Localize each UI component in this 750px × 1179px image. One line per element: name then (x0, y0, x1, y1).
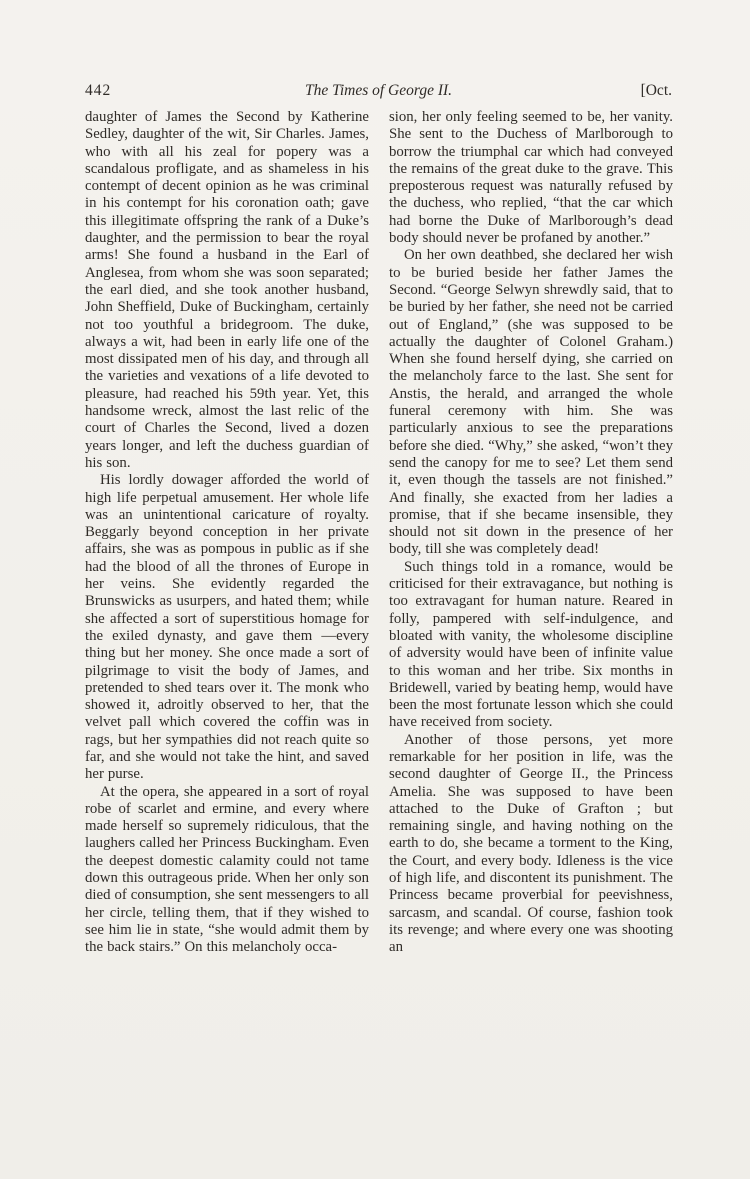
paragraph: Such things told in a romance, would be criticised for their extravagance, but nothing is too extravagant for human nature. Reared in folly, pampered with self-indulgence, and bloated with vanity, the wholesome discipline of adversity would have been of infinite value to this woman and her tribe. Six months in Bridewell, varied by beating hemp, would have been the most fortunate lesson which she could have received from society. (389, 558, 673, 731)
running-title: The Times of George II. (304, 82, 453, 99)
paragraph: At the opera, she appeared in a sort of royal robe of scarlet and ermine, and every where made herself so supremely ridiculous, that the laughers called her Princess Buckingham. Even the deepest domestic calamity could not tame down this outrageous pride. When her only son died of consumption, she sent messengers to all her circle, telling them, that if they wished to see him lie in state, “she would admit them by the back stairs.” On this melancholy occa- (85, 783, 369, 956)
page-number: 442 (85, 82, 112, 99)
right-column (389, 109, 673, 957)
paragraph: His lordly dowager afforded the world of high life perpetual amusement. Her whole life was an unintentional caricature of royalty. Beggarly beyond conception in her private affairs, she was as pompous in public as if she had the blood of all the thrones of Europe in her veins. She evidently regarded the Brunswicks as usurpers, and hated them; while she affected a sort of superstitious homage for the exiled dynasty, and gave them —every thing but her money. She once made a sort of pilgrimage to visit the body of James, and pretended to shed tears over it. The monk who showed it, adroitly observed to her, that the velvet pall which covered the coffin was in rags, but her sympathies did not reach quite so far, and she would not take the hint, and saved her purse. (85, 472, 369, 783)
left-column (85, 109, 369, 957)
paragraph: sion, her only feeling seemed to be, her vanity. She sent to the Duchess of Marlborough to borrow the triumphal car which had conveyed the remains of the great duke to the grave. This preposterous request was naturally refused by the duchess, who replied, “that the car which had borne the Duke of Marlborough’s dead body should never be profaned by another.” (389, 109, 673, 247)
paragraph: daughter of James the Second by Katherine Sedley, daughter of the wit, Sir Charles. James, who with all his zeal for popery was a scandalous profligate, and as shameless in his contempt of decent opinion as he was criminal in his contempt for his coronation oath; gave this illegitimate offspring the rank of a Duke’s daughter, and the permission to bear the royal arms! She found a husband in the Earl of Anglesea, from whom she was soon separated; the earl died, and she took another husband, John Sheffield, Duke of Buckingham, certainly not too youthful a bridegroom. The duke, always a wit, had been in early life one of the most dissipated men of his day, and through all the varieties and vexations of a life devoted to pleasure, had reached his 59th year. Yet, this handsome wreck, almost the last relic of the court of Charles the Second, lived a dozen years longer, and left the duchess guardian of his son. (85, 109, 369, 471)
paragraph: Another of those persons, yet more remarkable for her position in life, was the second daughter of George II., the Princess Amelia. She was supposed to have been attached to the Duke of Grafton ; but remaining single, and having nothing on the earth to do, she became a torment to the King, the Court, and every body. Idleness is the vice of high life, and discontent its punishment. The Princess became proverbial for peevishness, sarcasm, and scandal. Of course, fashion took its revenge; and where every one was shooting an (389, 731, 673, 956)
text-columns (85, 109, 672, 957)
paragraph: On her own deathbed, she declared her wish to be buried beside her father James the Second. “George Selwyn shrewdly said, that to be buried by her father, she need not be carried out of England,” (she was supposed to be actually the daughter of Colonel Graham.) When she found herself dying, she carried on the melancholy farce to the last. She sent for Anstis, the herald, and arranged the whole funeral ceremony with him. She was particularly anxious to see the preparations before she died. “Why,” she asked, “won’t they send the canopy for me to see? Let them send it, even though the tassels are not finished.” And finally, she exacted from her ladies a promise, that if she became insensible, they should not sit down in the presence of her body, till she was completely dead! (389, 247, 673, 558)
issue-date: [Oct. (640, 82, 672, 99)
page-header (85, 82, 672, 100)
